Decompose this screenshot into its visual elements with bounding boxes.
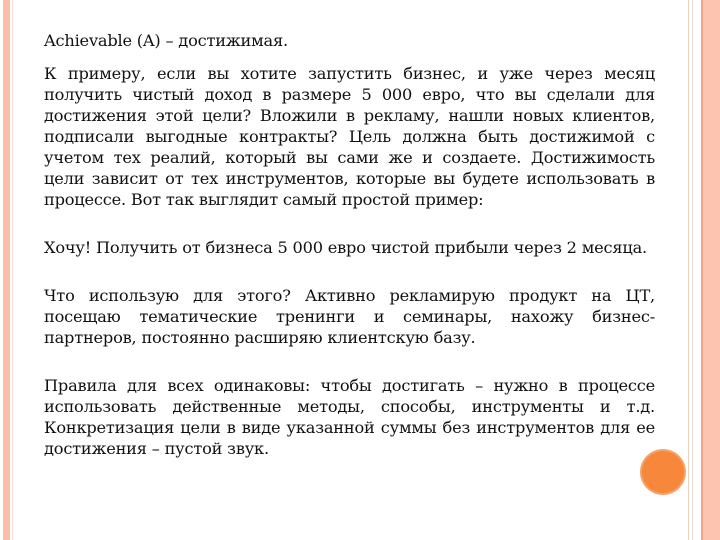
- paragraph: Хочу! Получить от бизнеса 5 000 евро чистой прибыли через 2 месяца.: [44, 238, 647, 257]
- slide-body: [44, 30, 655, 486]
- right-border-band: [703, 0, 720, 540]
- paragraph: Что использую для этого? Активно рекламирую продукт на ЦТ, посещаю тематические тренинги и семинары, нахожу бизнес-партнеров, постоянно расширяю клиентскую базу.: [44, 286, 655, 347]
- right-border-line: [692, 0, 693, 540]
- paragraph: К примеру, если вы хотите запустить бизнес, и уже через месяц получить чистый доход в размере 5 000 евро, что вы сделали для достижения этой цели? Вложили в рекламу, нашли новых клиентов, подписали выгодные контракты? Цель должна быть достижимой с учетом тех реалий, который вы сами же и создаете. Достижимость цели зависит от тех инструментов, которые вы будете использовать в процессе. Вот так выглядит самый простой пример:: [44, 64, 655, 209]
- left-border-band: [3, 0, 10, 540]
- decorative-circle: [642, 451, 684, 493]
- left-border-line: [12, 0, 13, 540]
- paragraph: Правила для всех одинаковы: чтобы достигать – нужно в процессе использовать действенные методы, способы, инструменты и т.д. Конкретизация цели в виде указанной суммы без инструментов для ее достижения – пустой звук.: [44, 376, 655, 458]
- right-border-line: [688, 0, 689, 540]
- slide-title: Achievable (A) – достижимая.: [44, 31, 288, 50]
